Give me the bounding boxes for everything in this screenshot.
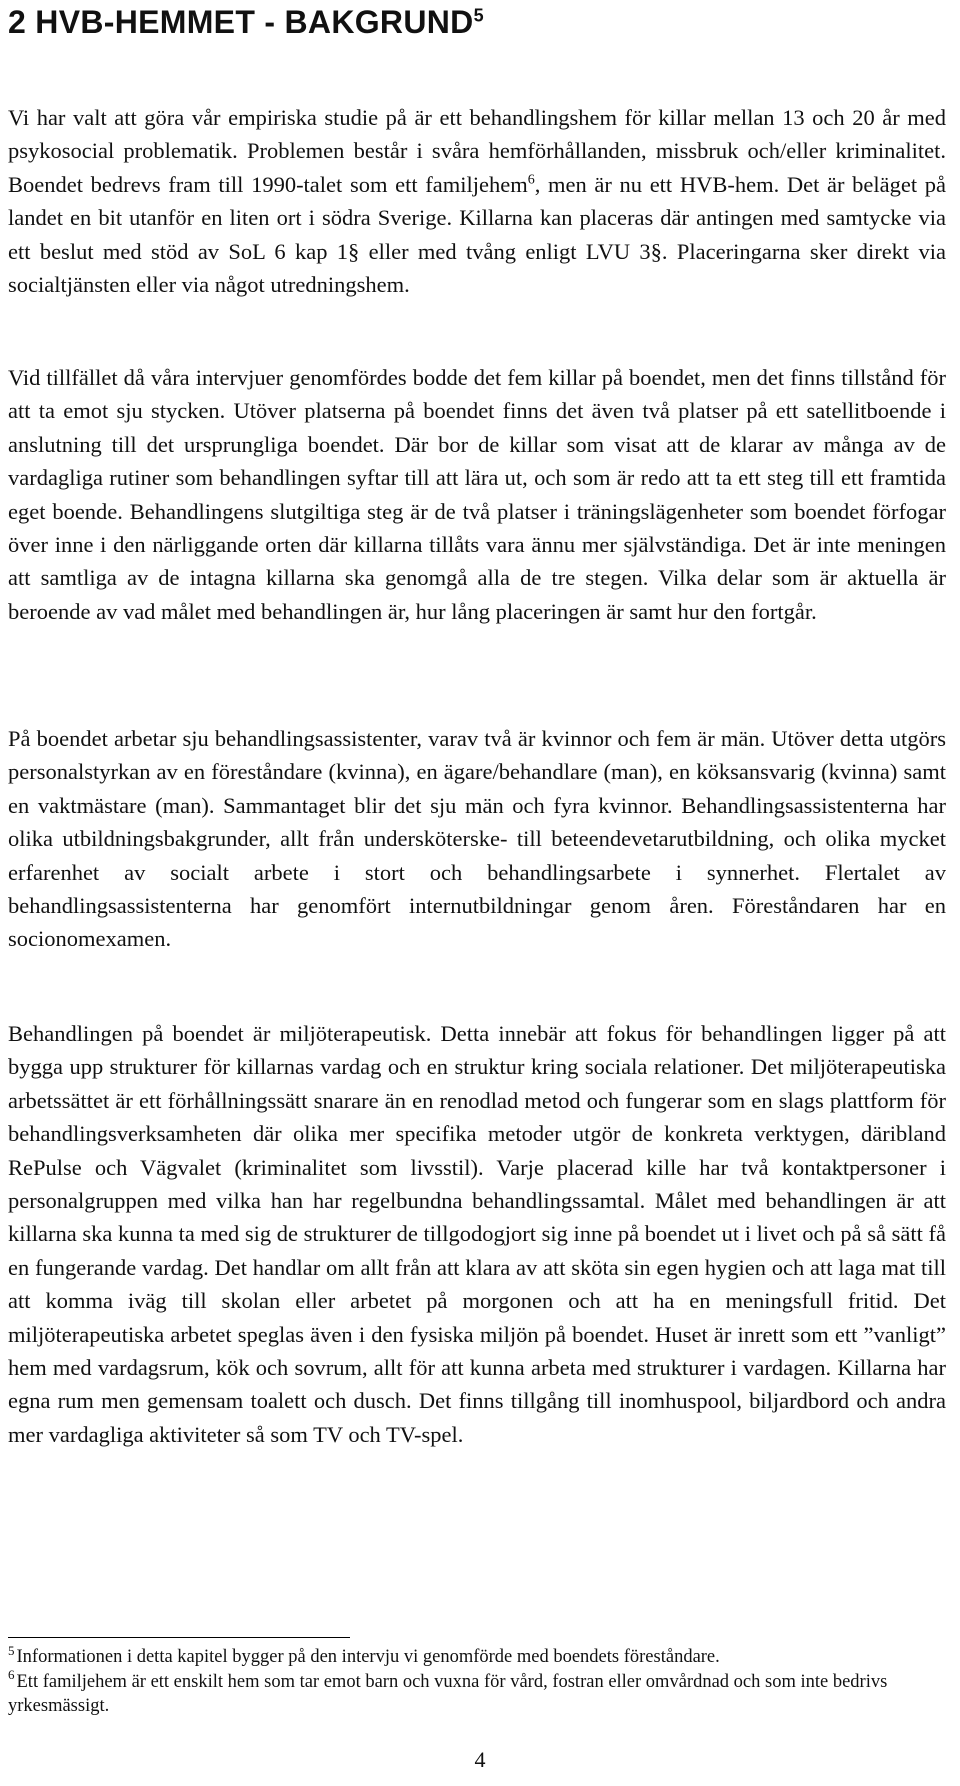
- footnote-separator: [8, 1637, 350, 1638]
- chapter-heading-text: 2 HVB-HEMMET - BAKGRUND: [8, 4, 474, 40]
- footnote-text: Ett familjehem är ett enskilt hem som tar emot barn och vuxna för vård, fostran eller omvårdnad och som inte bedrivs yrkesmässigt.: [8, 1671, 888, 1716]
- footnote-5: [8, 1642, 953, 1670]
- paragraph-4-text: Behandlingen på boendet är miljöterapeutisk. Detta innebär att fokus för behandlingen ligger på att bygga upp strukturer för killarnas vardag och en struktur kring sociala relationer. Det miljöterapeutiska arbetssättet är ett förhållningssätt snarare än en renodlad metod och fungerar som en slags plattform för behandlingsverksamheten där olika mer specifika metoder utgör de konkreta verktygen, däribland RePulse och Vägvalet (kriminalitet som livsstil). Varje placerad kille har två kontaktpersoner i personalgruppen med vilka han har regelbundna behandlingssamtal. Målet med behandlingen är att killarna ska kunna ta med sig de strukturer de tillgodogjort sig inne på boendet ut i livet och på så sätt få en fungerande vardag. Det handlar om allt från att klara av att sköta sin egen hygien och att laga mat till att komma iväg till skolan eller arbetet på morgonen och att ha en meningsfull fritid. Det miljöterapeutiska arbetet speglas även i den fysiska miljön på boendet. Huset är inrett som ett ”vanligt” hem med vardagsrum, kök och sovrum, allt för att kunna arbeta med strukturer i vardagen. Killarna har egna rum men gemensam toalett och dusch. Det finns tillgång till inomhuspool, biljardbord och andra mer vardagliga aktiviteter så som TV och TV-spel.: [8, 1021, 946, 1447]
- paragraph-3: [8, 722, 946, 956]
- footnotes: [8, 1642, 953, 1719]
- paragraph-1-text-a: Vi har valt att göra vår empiriska studie på är ett behandlingshem för killar mellan 13 och 20 år med psykosocial problematik. Problemen består i svåra hemförhållanden, missbruk och/eller kriminalitet. Boendet bedrevs fram till 1990-talet som ett familjehem: [8, 105, 946, 197]
- chapter-heading: [8, 2, 484, 42]
- paragraph-1-text-b: , men är nu ett HVB-hem. Det är beläget på landet en bit utanför en liten ort i södra Sverige. Killarna kan placeras där antingen med samtycke via ett beslut med stöd av SoL 6 kap 1§ eller med tvång enligt LVU 3§. Placeringarna sker direkt via socialtjänsten eller via något utredningshem.: [8, 171, 946, 298]
- footnote-text: Informationen i detta kapitel bygger på den intervju vi genomförde med boendets föreståndare.: [16, 1647, 720, 1667]
- paragraph-4: [8, 1017, 946, 1451]
- paragraph-2: [8, 361, 946, 628]
- page-number: 4: [474, 1747, 486, 1772]
- footnote-number: 5: [8, 1642, 15, 1658]
- footnote-6: [8, 1667, 953, 1719]
- heading-footnote-ref: 5: [473, 5, 484, 26]
- paragraph-3-text: På boendet arbetar sju behandlingsassistenter, varav två är kvinnor och fem är män. Utöver detta utgörs personalstyrkan av en föreståndare (kvinna), en ägare/behandlare (man), en köksansvarig (kvinna) samt en vaktmästare (man). Sammantaget blir det sju män och fyra kvinnor. Behandlingsassistenterna har olika utbildningsbakgrunder, allt från undersköterske- till beteendevetarutbildning, och olika mycket erfarenhet av socialt arbete i stort och behandlingsarbete i synnerhet. Flertalet av behandlingsassistenterna har genomfört internutbildningar genom åren. Föreståndaren har en socionomexamen.: [8, 726, 946, 952]
- paragraph-2-text: Vid tillfället då våra intervjuer genomfördes bodde det fem killar på boendet, men det finns tillstånd för att ta emot sju stycken. Utöver platserna på boendet finns det även två platser på ett satellitboende i anslutning till det ursprungliga boendet. Där bor de killar som visat att de klarar av många av de vardagliga rutiner som behandlingen syftar till att lära ut, och som är redo att ta ett steg till ett framtida eget boende. Behandlingens slutgiltiga steg är de två platser i träningslägenheter som boendet förfogar över inne i den närliggande orten där killarna tillåts vara ännu mer självständiga. Det är inte meningen att samtliga av de intagna killarna ska genomgå alla de tre stegen. Vilka delar som är aktuella är beroende av vad målet med behandlingen är, hur lång placeringen är samt hur den fortgår.: [8, 365, 946, 624]
- paragraph-1: [8, 101, 946, 301]
- footnote-number: 6: [8, 1667, 15, 1683]
- footnote-ref-6: 6: [527, 172, 535, 188]
